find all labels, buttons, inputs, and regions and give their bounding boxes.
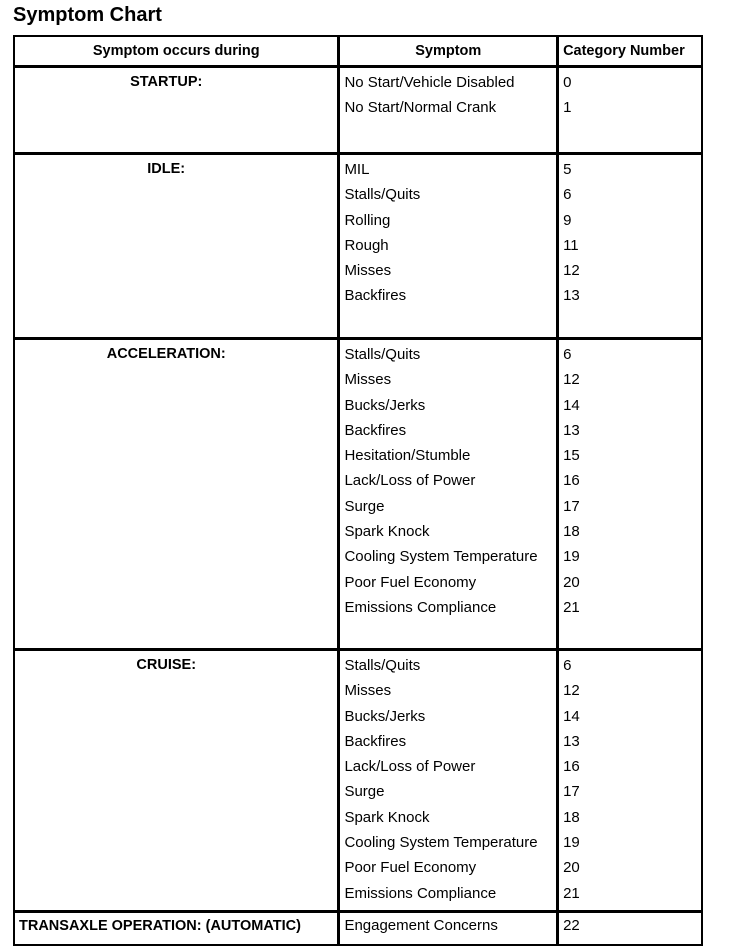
category-number: 13 [563,421,580,439]
symptom-item: Misses [344,371,392,389]
condition-cell [14,154,339,339]
symptom-item: No Start/Normal Crank [344,99,497,117]
category-number: 20 [563,573,580,591]
symptom-item: Backfires [344,732,407,750]
condition-label: TRANSAXLE OPERATION: (AUTOMATIC) [19,918,301,934]
symptom-cell [339,339,558,650]
symptom-item: Cooling System Temperature [344,548,538,566]
category-number: 19 [563,834,580,852]
category-cell [558,650,702,912]
category-number: 20 [563,859,580,877]
symptom-cell [339,67,558,154]
category-cell [558,67,702,154]
condition-cell [14,67,339,154]
category-number: 6 [563,657,572,674]
header-row [14,36,702,67]
condition-cell [14,339,339,650]
condition-label: CRUISE: [136,657,197,673]
category-number: 12 [563,262,580,280]
category-number: 14 [563,707,580,725]
symptom-item: Poor Fuel Economy [344,859,477,877]
category-number: 12 [563,371,580,389]
category-number: 13 [563,287,580,305]
symptom-chart-table [13,35,703,946]
symptom-item: Bucks/Jerks [344,396,426,414]
symptom-item: MIL [344,161,370,178]
symptom-item: No Start/Vehicle Disabled [344,74,515,91]
symptom-item: Stalls/Quits [344,346,421,363]
category-number: 12 [563,682,580,700]
category-number: 11 [563,236,579,254]
symptom-item: Emissions Compliance [344,598,497,616]
symptom-item: Emissions Compliance [344,884,497,902]
group-startup [14,67,702,154]
category-number: 21 [563,884,580,902]
category-number: 16 [563,758,580,776]
category-number: 17 [563,783,580,801]
header-condition: Symptom occurs during [14,36,339,67]
symptom-item: Bucks/Jerks [344,707,426,725]
category-number: 14 [563,396,580,414]
header-category: Category Number [558,36,702,67]
category-number: 18 [563,523,580,541]
category-number: 13 [563,732,580,750]
condition-label: STARTUP: [130,74,203,90]
symptom-item: Engagement Concerns [344,917,498,934]
category-number: 19 [563,548,580,566]
symptom-item: Cooling System Temperature [344,834,538,852]
symptom-item: Lack/Loss of Power [344,758,476,776]
symptom-item: Surge [344,497,385,515]
header-symptom: Symptom [339,36,558,67]
category-cell [558,154,702,339]
category-number: 6 [563,186,572,204]
category-number: 5 [563,161,572,178]
category-number: 6 [563,346,572,363]
page-title: Symptom Chart [13,4,162,26]
category-number: 1 [563,99,572,117]
category-number: 9 [563,211,572,229]
symptom-item: Spark Knock [344,523,430,541]
symptom-item: Rough [344,236,389,254]
group-cruise [14,650,702,912]
symptom-item: Misses [344,682,392,700]
symptom-item: Backfires [344,421,407,439]
symptom-item: Poor Fuel Economy [344,573,477,591]
category-number: 15 [563,447,580,465]
condition-label: IDLE: [147,161,186,177]
symptom-item: Backfires [344,287,407,305]
symptom-item: Hesitation/Stumble [344,447,471,465]
category-number: 18 [563,808,580,826]
group-acceleration [14,339,702,650]
condition-cell [14,912,339,946]
symptom-cell [339,912,558,946]
category-number: 16 [563,472,580,490]
condition-label: ACCELERATION: [106,346,226,362]
group-idle [14,154,702,339]
symptom-item: Lack/Loss of Power [344,472,476,490]
symptom-item: Stalls/Quits [344,186,421,204]
category-number: 22 [563,917,580,934]
category-number: 0 [563,74,572,91]
category-cell [558,912,702,946]
symptom-cell [339,650,558,912]
condition-cell [14,650,339,912]
symptom-item: Misses [344,262,392,280]
symptom-cell [339,154,558,339]
symptom-item: Spark Knock [344,808,430,826]
group-transaxle [14,912,702,946]
category-cell [558,339,702,650]
category-number: 21 [563,598,580,616]
symptom-item: Surge [344,783,385,801]
symptom-item: Stalls/Quits [344,657,421,674]
category-number: 17 [563,497,580,515]
symptom-item: Rolling [344,211,391,229]
